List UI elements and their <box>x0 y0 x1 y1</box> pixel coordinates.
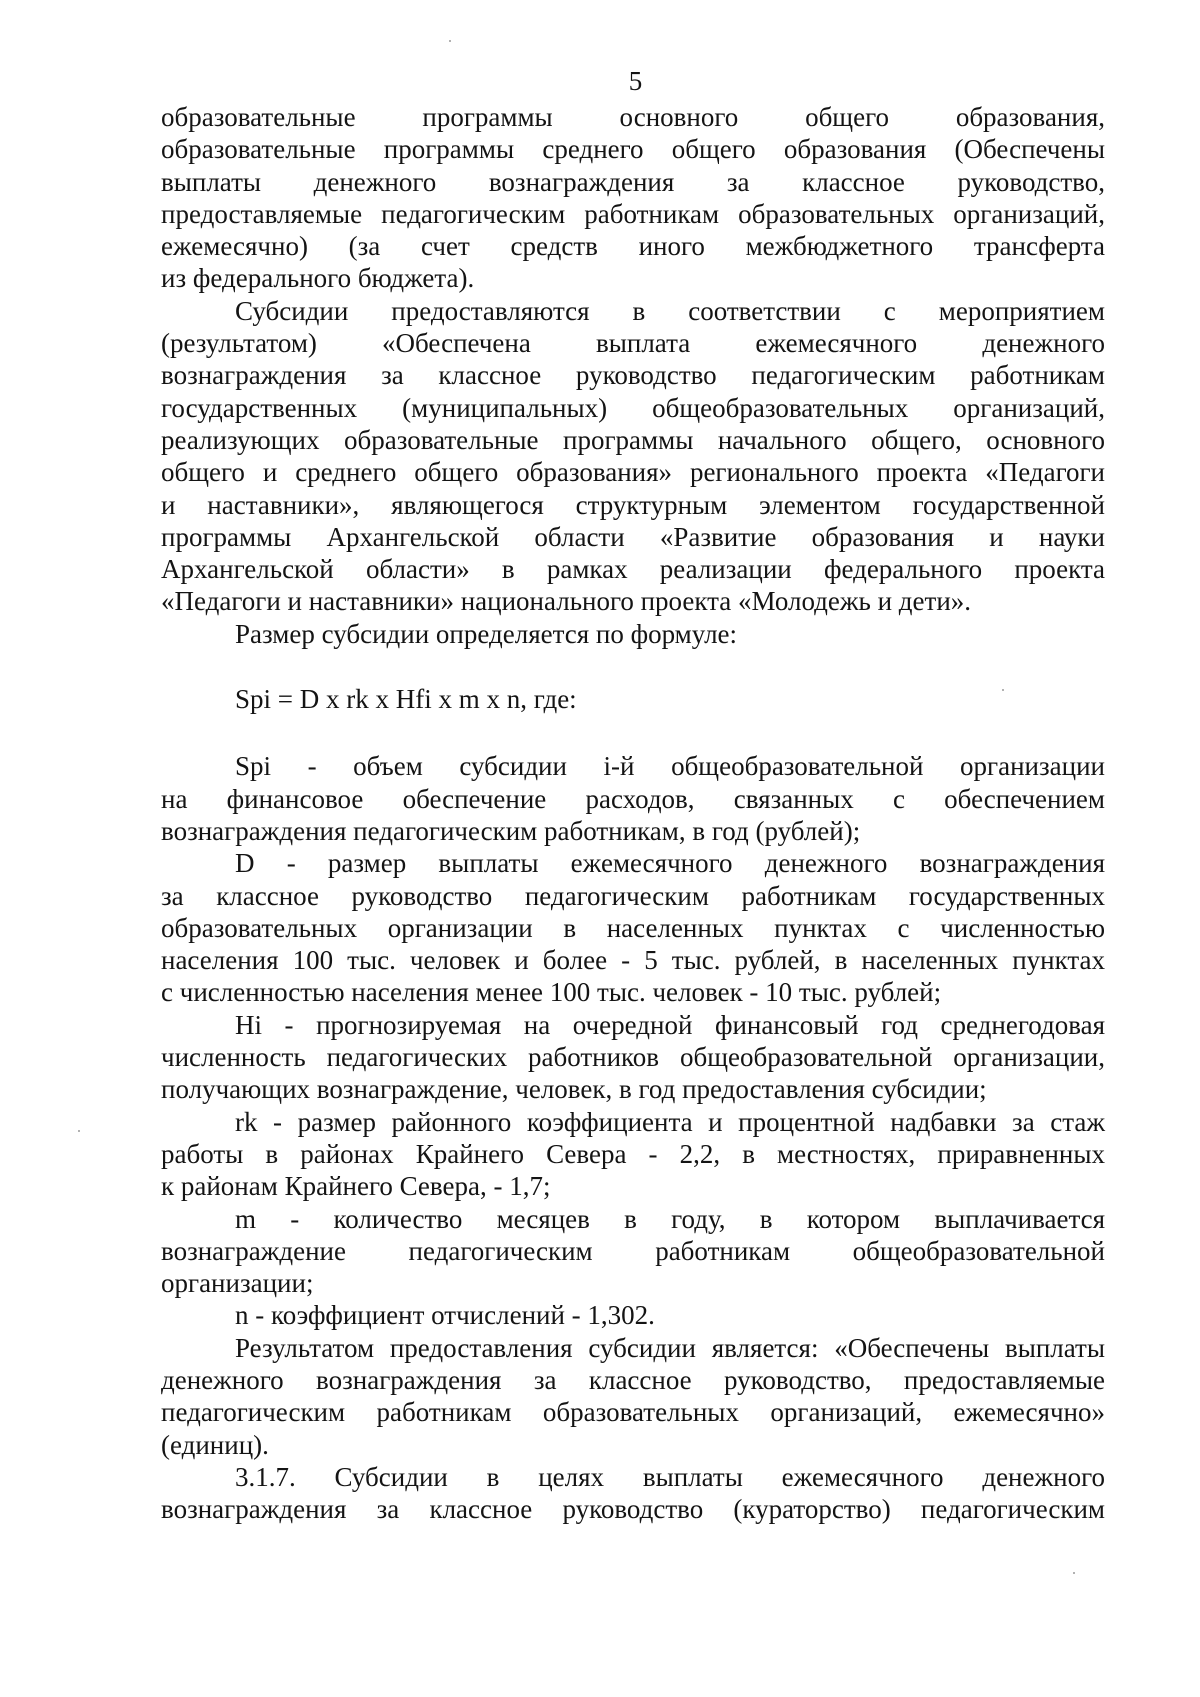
definition-spi: Spi - объем субсидии i-й общеобразовательной организации <box>235 751 1105 782</box>
definition-m: вознаграждение педагогическим работникам общеобразовательной <box>161 1235 1105 1266</box>
definition-hi: получающих вознаграждение, человек, в год предоставления субсидии; <box>161 1074 987 1105</box>
document-body <box>161 101 1105 1525</box>
paragraph: государственных (муниципальных) общеобразовательных организаций, <box>161 392 1105 423</box>
definition-spi: на финансовое обеспечение расходов, связанных с обеспечением <box>161 783 1105 814</box>
paragraph: Субсидии предоставляются в соответствии с мероприятием <box>235 295 1105 326</box>
paragraph-result: (единиц). <box>161 1429 269 1460</box>
scan-speck <box>1073 1572 1075 1574</box>
definition-n: n - коэффициент отчислений - 1,302. <box>235 1300 655 1331</box>
definition-d: образовательных организации в населенных пунктах с численностью <box>161 912 1105 943</box>
definition-d: D - размер выплаты ежемесячного денежного вознаграждения <box>235 848 1105 879</box>
paragraph: Архангельской области» в рамках реализации федерального проекта <box>161 554 1105 585</box>
definition-rk: работы в районах Крайнего Севера - 2,2, в местностях, приравненных <box>161 1138 1105 1169</box>
definition-d: с численностью населения менее 100 тыс. человек - 10 тыс. рублей; <box>161 977 942 1008</box>
definition-rk: к районам Крайнего Севера, - 1,7; <box>161 1171 551 1202</box>
formula: Spi = D x rk x Hfi x m x n, где: <box>235 684 577 715</box>
definition-m: m - количество месяцев в году, в котором выплачивается <box>235 1203 1105 1234</box>
paragraph: (результатом) «Обеспечена выплата ежемесячного денежного <box>161 328 1105 359</box>
definition-m: организации; <box>161 1268 314 1299</box>
paragraph: из федерального бюджета). <box>161 263 475 294</box>
definition-rk: rk - размер районного коэффициента и процентной надбавки за стаж <box>235 1106 1105 1137</box>
paragraph: реализующих образовательные программы начального общего, основного <box>161 424 1105 455</box>
paragraph: общего и среднего общего образования» регионального проекта «Педагоги <box>161 457 1105 488</box>
scan-speck <box>449 40 451 42</box>
paragraph: Размер субсидии определяется по формуле: <box>235 618 738 649</box>
paragraph-result: денежного вознаграждения за классное руководство, предоставляемые <box>161 1364 1105 1395</box>
paragraph: вознаграждения за классное руководство педагогическим работникам <box>161 360 1105 391</box>
paragraph: выплаты денежного вознаграждения за классное руководство, <box>161 166 1105 197</box>
paragraph: и наставники», являющегося структурным элементом государственной <box>161 489 1105 520</box>
page-number: 5 <box>628 66 643 96</box>
paragraph: образовательные программы основного общего образования, <box>161 102 1105 132</box>
section-3-1-7: вознаграждения за классное руководство (кураторство) педагогическим <box>161 1494 1105 1525</box>
definition-d: за классное руководство педагогическим работникам государственных <box>161 880 1105 911</box>
scan-speck <box>78 1130 80 1132</box>
paragraph: предоставляемые педагогическим работникам образовательных организаций, <box>161 198 1105 229</box>
definition-hi: Hi - прогнозируемая на очередной финансовый год среднегодовая <box>235 1009 1105 1040</box>
paragraph: «Педагоги и наставники» национального проекта «Молодежь и дети». <box>161 586 972 617</box>
definition-d: населения 100 тыс. человек и более - 5 тыс. рублей, в населенных пунктах <box>161 945 1105 976</box>
paragraph: ежемесячно) (за счет средств иного межбюджетного трансферта <box>161 231 1105 262</box>
scan-speck <box>1002 689 1004 691</box>
definition-hi: численность педагогических работников общеобразовательной организации, <box>161 1042 1105 1073</box>
section-3-1-7: 3.1.7. Субсидии в целях выплаты ежемесячного денежного <box>235 1461 1105 1492</box>
definition-spi: вознаграждения педагогическим работникам, в год (рублей); <box>161 815 861 846</box>
paragraph: образовательные программы среднего общего образования (Обеспечены <box>161 134 1105 165</box>
paragraph: программы Архангельской области «Развитие образования и науки <box>161 521 1105 552</box>
paragraph-result: Результатом предоставления субсидии является: «Обеспечены выплаты <box>235 1332 1105 1363</box>
paragraph-result: педагогическим работникам образовательных организаций, ежемесячно» <box>161 1397 1105 1428</box>
